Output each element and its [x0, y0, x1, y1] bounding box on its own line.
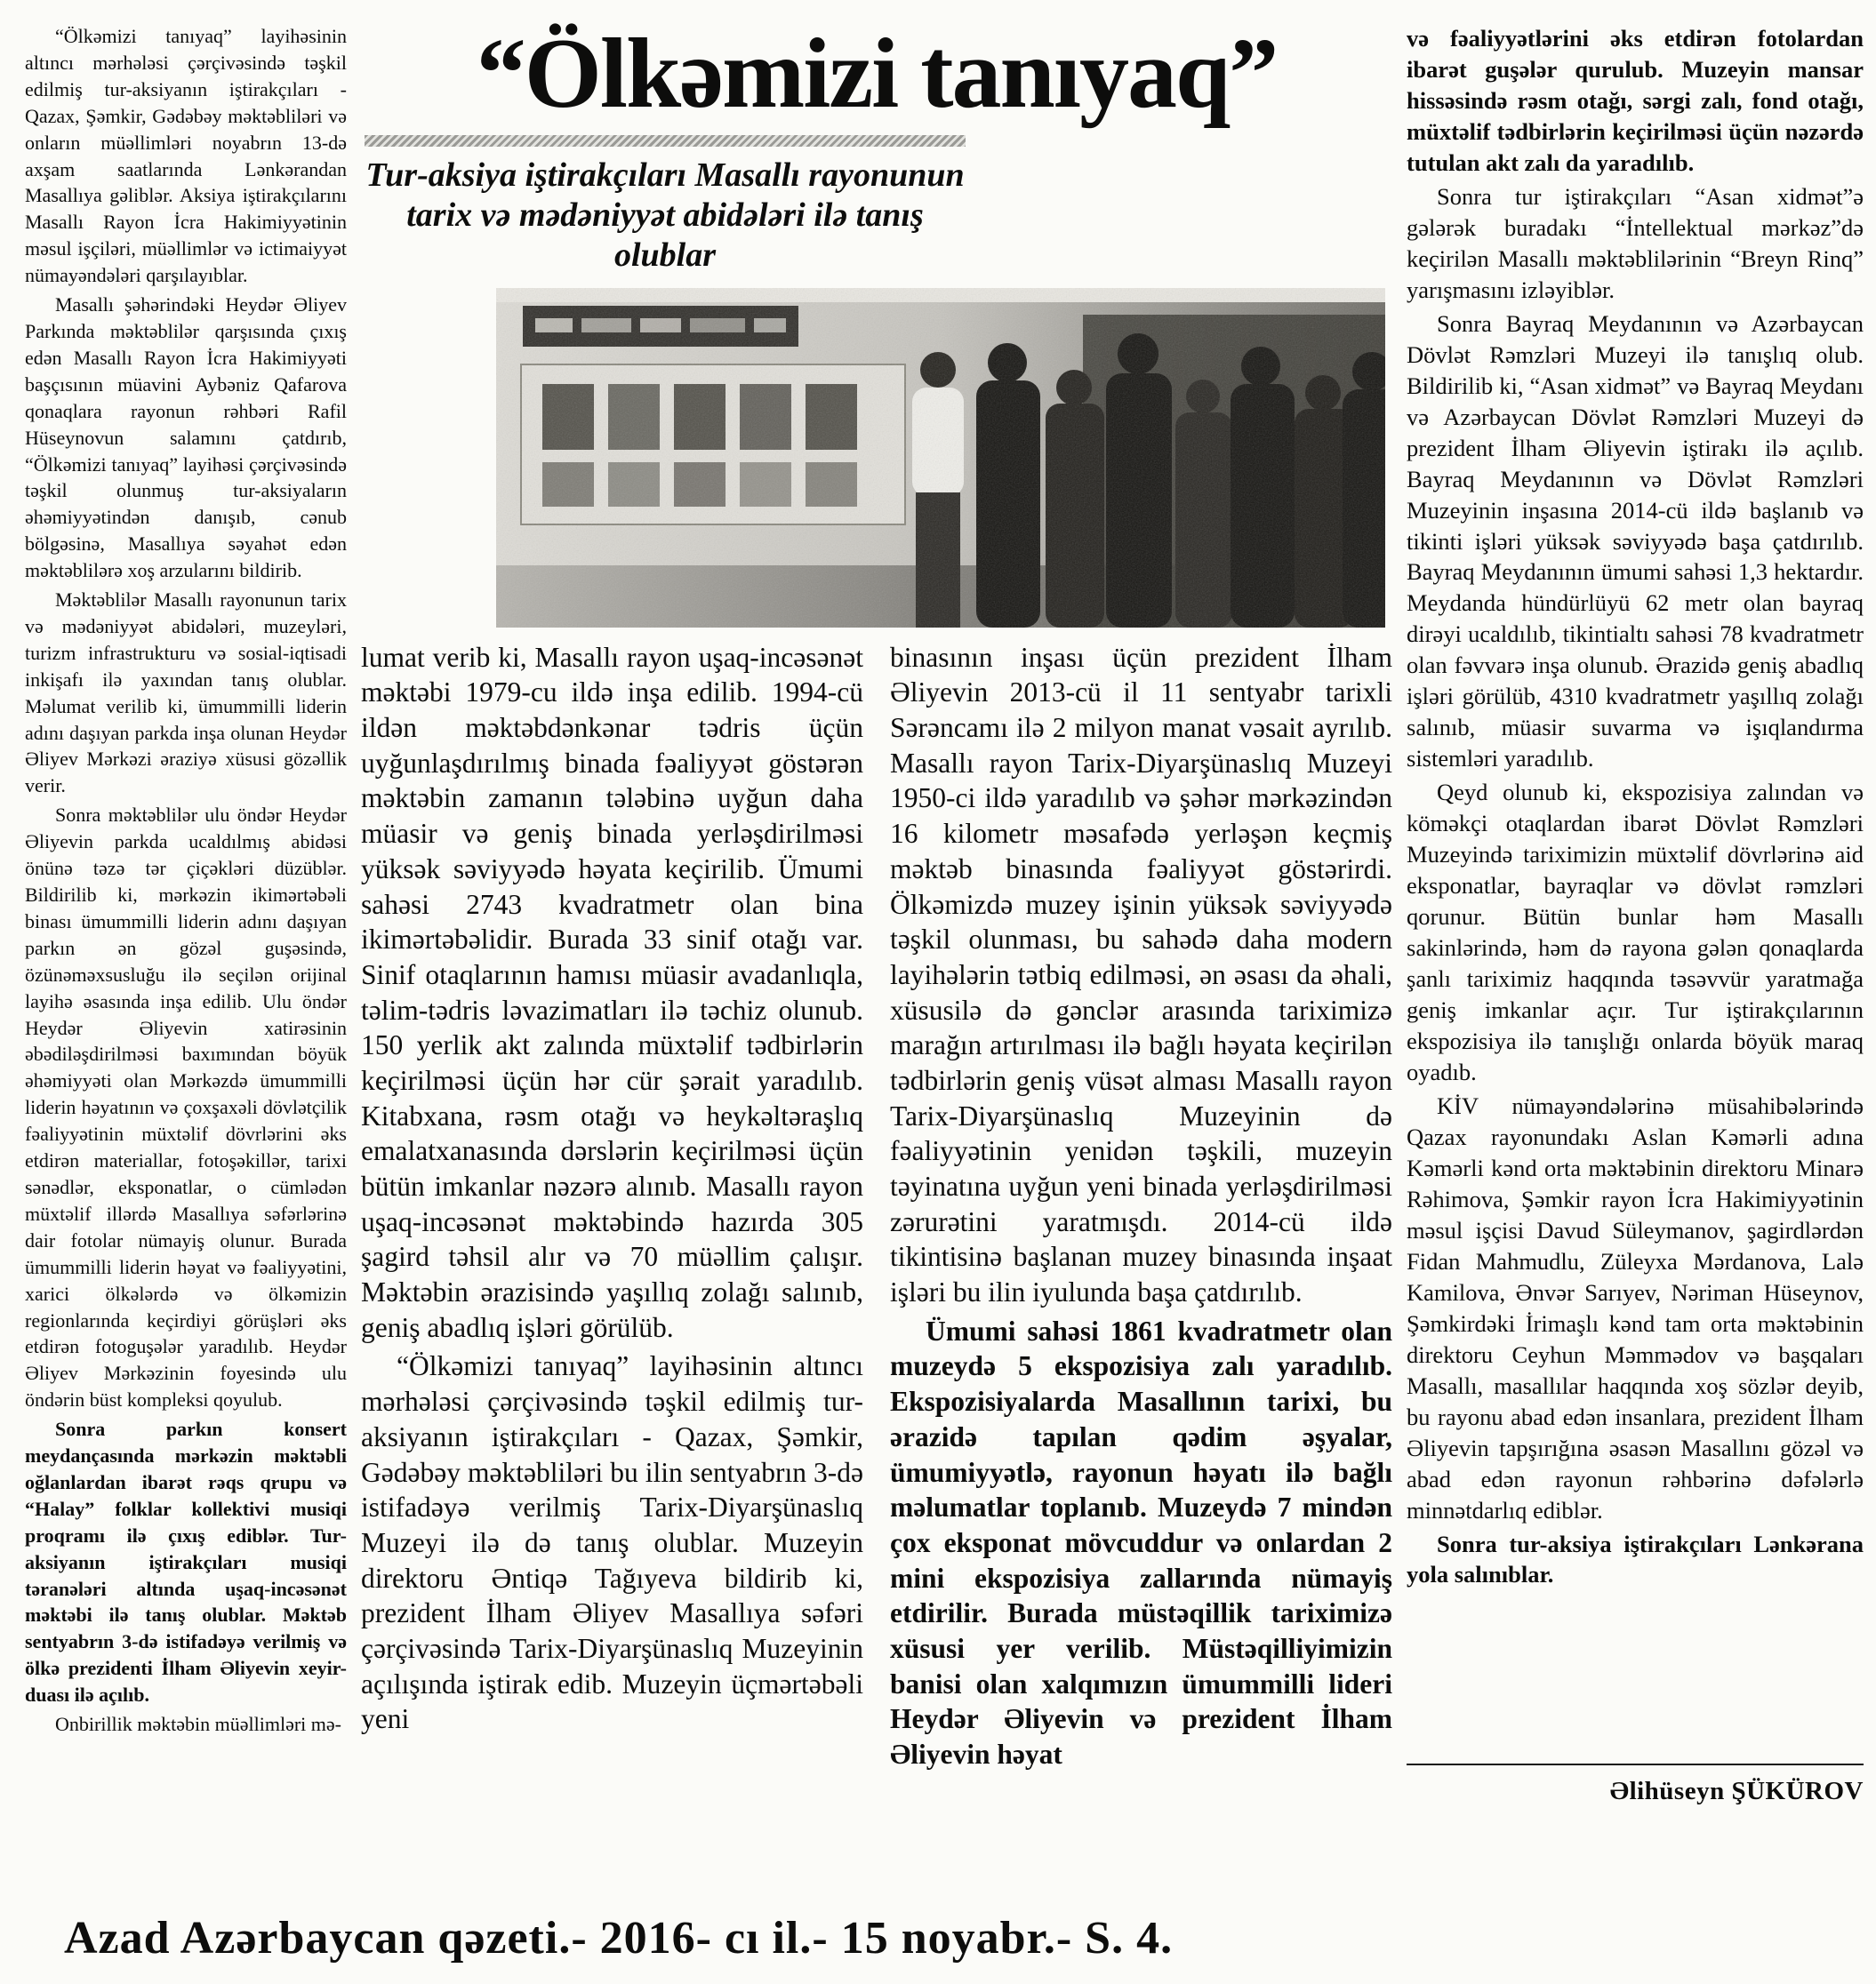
- paragraph: “Ölkəmizi tanıyaq” layihəsinin altıncı mərhələsi çərçivəsində təşkil edilmiş tur-aksiyanın iştirakçıları - Qazax, Şəmkir, Gədəbəy məktəbliləri bu ilin sentyabrın 3-də istifadəyə verilmiş Tarix-Diyarşünaslıq Muzeyi ilə də tanış olublar. Muzeyin direktoru Əntiqə Tağıyeva bildirib ki, prezident İlham Əliyev Masallıya səfəri çərçivəsində Tarix-Diyarşünaslıq Muzeyinin açılışında iştirak edib. Muzeyin üçmərtəbəli yeni: [361, 1350, 863, 1735]
- headline-decorative-rule: [365, 135, 966, 147]
- subhead: [363, 156, 967, 275]
- subhead-line-1: Tur-aksiya iştirakçıları Masallı rayonunun: [365, 156, 965, 195]
- byline-rule: [1407, 1764, 1864, 1808]
- byline: Əlihüseyn ŞÜKÜROV: [1609, 1776, 1864, 1805]
- center-text-columns: [361, 640, 1392, 1776]
- paragraph: Onbirillik məktəbin müəllimləri mə-: [55, 1713, 341, 1736]
- paragraph: lumat verib ki, Masallı rayon uşaq-incəsənət məktəbi 1979-cu ildə inşa edilib. 1994-cü ildən məktəbdənkənar tədris üçün uyğunlaşdırılmış binada fəaliyyət göstərən məktəbin zamanın tələbinə uyğun daha müasir və geniş binada yerləşdirilməsi yüksək səviyyədə həyata keçirilib. Ümumi sahəsi 2743 kvadratmetr olan bina ikimərtəbəlidir. Burada 33 sinif otağı var. Sinif otaqlarının hamısı müasir avadanlıqla, təlim-tədris ləvazimatları ilə təchiz olunub. 150 yerlik akt zalında müxtəlif tədbirlərin keçirilməsi üçün hər cür şərait yaradılıb. Kitabxana, rəsm otağı və heykəltəraşlıq emalatxanasında dərslərin keçirilməsi üçün bütün imkanlar nəzərə alınıb. Masallı rayon uşaq-incəsənət məktəbində hazırda 305 şagird təhsil alır və 70 müəllim çalışır. Məktəbin ərazisində yaşıllıq zolağı salınıb, geniş abadlıq işləri görülüb.: [361, 641, 863, 1343]
- paragraph: Sonra tur-aksiya iştirakçıları Lənkərana yola salınıblar.: [1407, 1530, 1864, 1588]
- paragraph: Masallı şəhərindəki Heydər Əliyev Parkında məktəblilər qarşısında çıxış edən Masallı Rayon İcra Hakimiyyəti başçısının müavini Aybəniz Qafarova qonaqlara rayonun rəhbəri Rafil Hüseynovun salamını çatdırıb, “Ölkəmizi tanıyaq” layihəsi çərçivəsində təşkil olunmuş tur-aksiyaların əhəmiyyətindən danışıb, cənub bölgəsinə, Masallıya səyahət edən məktəblilərə xoş arzularını bildirib.: [25, 293, 347, 582]
- paragraph: Ümumi sahəsi 1861 kvadratmetr olan muzeydə 5 ekspozisiya zalı yaradılıb. Ekspozisiyalarda Masallının tarixi, bu ərazidə tapılan qədim əşyalar, ümumiyyətlə, rayonun həyatı ilə bağlı məlumatlar toplanıb. Muzeydə 7 mindən çox eksponat mövcuddur və onlardan 2 mini ekspozisiya zallarında nümayiş etdirilir. Burada müstəqillik tariximizə xüsusi yer verilib. Müstəqilliyimizin banisi olan xalqımızın ümummilli lideri Heydər Əliyevin və prezident İlham Əliyevin həyat: [890, 1315, 1392, 1771]
- paragraph: Sonra məktəblilər ulu öndər Heydər Əliyevin parkda ucaldılmış abidəsi önünə təzə tər çiçəkləri düzüblər. Bildirilib ki, mərkəzin ikimərtəbəli binası ümummilli liderin adını daşıyan parkın ən gözəl guşəsində, özünəməxsusluğu ilə seçilən orijinal layihə əsasında inşa edilib. Ulu öndər Heydər Əliyevin xatirəsinin əbədiləşdirilməsi baxımından böyük əhəmiyyəti olan Mərkəzdə ümummilli liderin həyatının və çoxşaxəli dövlətçilik fəaliyyətinin müxtəlif dövrlərini əks etdirən materiallar, fotoşəkillər, tarixi sənədlər, eksponatlar, o cümlədən müxtəlif illərdə Masallıya səfərlərinə dair fotolar nümayiş olunur. Burada ümummilli liderin həyat və fəaliyyətini, xarici ölkələrdə və ölkəmizin regionlarında keçirdiyi görüşləri əks etdirən fotoguşələr yaradılıb. Heydər Əliyev Mərkəzinin foyesində ulu öndərin büst kompleksi qoyulub.: [25, 804, 347, 1412]
- paragraph: Sonra tur iştirakçıları “Asan xidmət”ə gələrək buradakı “İntellektual mərkəz”də keçirilən Masallı məktəblilərinin “Breyn Rinq” yarışmasını izləyiblər.: [1407, 182, 1864, 303]
- article-center-block: [361, 19, 1392, 1860]
- paragraph: Məktəblilər Masallı rayonunun tarix və mədəniyyət abidələri, muzeyləri, turizm infrastrukturu və sosial-iqtisadi inkişafı ilə yaxından tanış olublar. Məlumat verilib ki, ümummilli liderin adını daşıyan parkda inşa olunan Heydər Əliyev Mərkəzi əraziyə xüsusi gözəllik verir.: [25, 588, 347, 797]
- article-body: [25, 19, 1864, 1860]
- footer-citation: Azad Azərbaycan qəzeti.- 2016- cı il.- 15 noyabr.- S. 4.: [64, 1913, 1174, 1964]
- paragraph: Qeyd olunub ki, ekspozisiya zalından və köməkçi otaqlardan ibarət Dövlət Rəmzləri Muzeyində tariximizin müxtəlif dövrlərinə aid eksponatlar, bayraqlar və dövlət rəmzləri qorunur. Bütün bunlar həm Masallı sakinlərində, həm də rayona gələn qonaqlarda şanlı tariximiz haqqında təsəvvür yaratmağa geniş imkanlar açır. Tur iştirakçılarının ekspozisiya ilə tanışlığı onlarda böyük maraq oyadıb.: [1407, 779, 1864, 1085]
- paragraph: Sonra Bayraq Meydanının və Azərbaycan Dövlət Rəmzləri Muzeyi ilə tanışlıq olub. Bildirilib ki, “Asan xidmət” və Bayraq Meydanı və Azərbaycan Dövlət Rəmzləri Muzeyi də prezident İlham Əliyevin iştirakı ilə açılıb. Bayraq Meydanının və Dövlət Rəmzləri Muzeyinin inşasına 2014-cü ildə başlanıb və tikinti işləri yüksək səviyyədə başa çatdırılıb. Bayraq Meydanının ümumi sahəsi 1,3 hektardır. Meydanda hündürlüyü 62 metr olan bayraq dirəyi ucaldılıb, tikintialtı sahəsi 78 kvadratmetr olan fəvvarə inşa olunub. Ərazidə geniş abadlıq işləri görülüb, 4310 kvadratmetr yaşıllıq zolağı salınıb, müasir suvarma və işıqlandırma sistemləri yaradılıb.: [1407, 309, 1864, 772]
- paragraph: və fəaliyyətlərini əks etdirən fotolardan ibarət guşələr qurulub. Muzeyin mansar hissəsində rəsm otağı, sərgi zalı, fond otağı, müxtəlif tədbirlərin keçirilməsi üçün nəzərdə tutulan akt zalı da yaradılıb.: [1407, 25, 1864, 176]
- headline: “Ölkəmizi tanıyaq”: [476, 19, 1278, 129]
- column-4: [1407, 23, 1864, 1860]
- paragraph: KİV nümayəndələrinə müsahibələrində Qazax rayonundakı Aslan Kəmərli adına Kəmərli kənd orta məktəbinin direktoru Minarə Rəhimova, Şəmkir rayon İcra Hakimiyyətinin məsul işçisi Davud Süleymanov, şagirdlərdən Fidan Mahmudlu, Züleyxa Mərdanova, Lalə Kamilova, Ənvər Sarıyev, Nəriman Hüseynov, Şəmkirdəki İrimaşlı kənd tam orta məktəbinin direktoru Ceyhun Məmmədov və başqaları Masallı, masallılar haqqında xoş sözlər deyib, bu rayonu abad edən insanlara, prezident İlham Əliyevin tapşırığına əsasən Masallını gözəl və abad edən rayonun rəhbərinə dəfələrlə minnətdarlıq ediblər.: [1407, 1092, 1864, 1524]
- paragraph: Sonra parkın konsert meydançasında mərkəzin məktəbli oğlanlardan ibarət rəqs qrupu və “Halay” folklar kollektivi musiqi proqramı ilə çıxış ediblər. Tur-aksiyanın iştirakçıları musiqi təranələri altında uşaq-incəsənət məktəbi ilə tanış olublar. Məktəb sentyabrın 3-də istifadəyə verilmiş və ölkə prezidenti İlham Əliyevin xeyir-duası ilə açılıb.: [25, 1418, 347, 1707]
- column-1: [25, 23, 347, 1860]
- column-3: [890, 640, 1392, 1776]
- museum-crowd-photo-graphic: [496, 288, 1385, 628]
- paragraph: binasının inşası üçün prezident İlham Əliyevin 2013-cü il 11 sentyabr tarixli Sərəncamı ilə 2 milyon manat vəsait ayrılıb. Masallı rayon Tarix-Diyarşünaslıq Muzeyi 1950-ci ildə yaradılıb və şəhər mərkəzindən 16 kilometr məsafədə yerləşən keçmiş məktəb binasında fəaliyyət göstərirdi. Ölkəmizdə muzey işinin yüksək səviyyədə təşkil olunması, bu sahədə daha modern layihələrin tətbiq edilməsi, ən əsası da əhali, xüsusilə də gənclər arasında tariximizə marağın artırılması ilə bağlı həyata keçirilən tədbirlərin geniş vüsət alması Masallı rayon Tarix-Diyarşünaslıq Muzeyinin də fəaliyyətinin yenidən təşkili, muzeyin təyinatına uyğun yeni binada yerləşdirilməsi zərurətini yaratmışdı. 2014-cü ildə tikintisinə başlanan muzey binasında inşaat işləri bu ilin iyulunda başa çatdırılıb.: [890, 641, 1392, 1308]
- article-photo: [496, 288, 1385, 628]
- subhead-line-2: tarix və mədəniyyət abidələri ilə tanış olublar: [406, 196, 924, 274]
- column-2: [361, 640, 863, 1776]
- paragraph: “Ölkəmizi tanıyaq” layihəsinin altıncı mərhələsi çərçivəsində təşkil edilmiş tur-aksiyanın iştirakçıları - Qazax, Şəmkir, Gədəbəy məktəbliləri və onların müəllimləri noyabrın 13-də axşam saatlarında Lənkərandan Masallıya gəliblər. Aksiya iştirakçılarını Masallı Rayon İcra Hakimiyyətinin məsul işçiləri, müəllimlər və ictimaiyyət nümayəndələri qarşılayıblar.: [25, 25, 347, 287]
